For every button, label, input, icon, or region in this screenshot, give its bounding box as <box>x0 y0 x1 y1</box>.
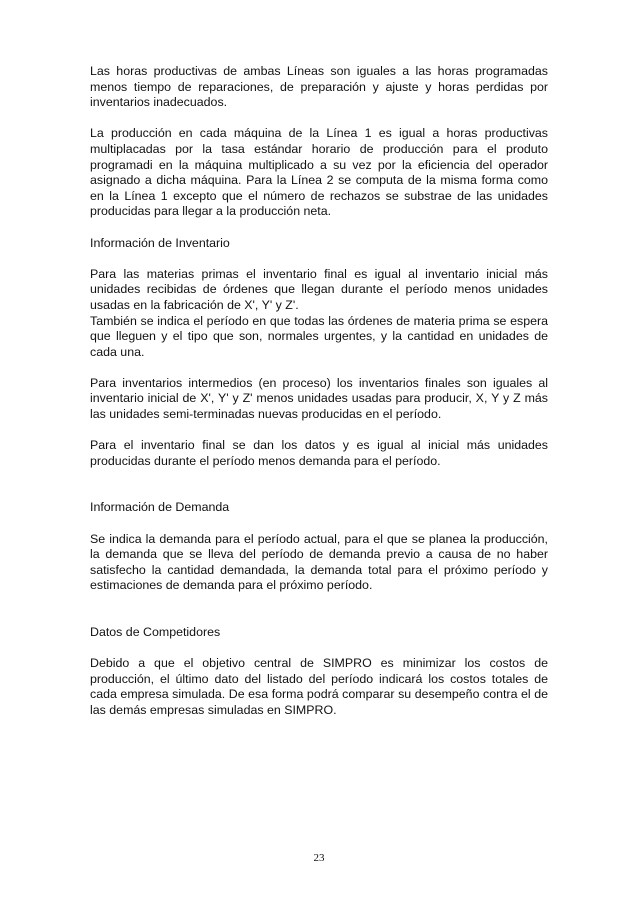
paragraph-inventario-final: Para el inventario final se dan los datos y es igual al inicial más unidades producidas durante el período menos demanda para el período. <box>90 438 548 468</box>
paragraph-ordenes-materia-prima: También se indica el período en que todas las órdenes de materia prima se espera que lleguen y el tipo que son, normales urgentes, y la cantidad en unidades de cada una. <box>90 313 548 359</box>
section-heading-inventario: Información de Inventario <box>90 235 230 250</box>
paragraph-horas-productivas: Las horas productivas de ambas Líneas son iguales a las horas programadas menos tiempo de reparaciones, de preparación y ajuste y horas perdidas por inventarios inadecuados. <box>90 64 548 110</box>
paragraph-materias-primas: Para las materias primas el inventario final es igual al inventario inicial más unidades recibidas de órdenes que llegan durante el período menos unidades usadas en la fabricación de X', Y' y Z'. <box>90 266 548 312</box>
section-heading-competidores: Datos de Competidores <box>90 625 221 639</box>
section-heading-demanda: Información de Demanda <box>90 500 230 515</box>
paragraph-inventarios-intermedios: Para inventarios intermedios (en proceso) los inventarios finales son iguales al inventario inicial de X', Y' y Z' menos unidades usadas para producir, X, Y y Z más las unidades semi-terminadas nuevas producidas en el período. <box>90 375 548 422</box>
page-number: 23 <box>313 852 325 864</box>
paragraph-produccion-maquina: La producción en cada máquina de la Línea 1 es igual a horas productivas multiplacadas por la tasa estándar horario de producción para el produto programadi en la máquina multiplicado a su vez por la eficiencia del operador asignado a dicha máquina. Para la Línea 2 se computa de la misma forma como en la Línea 1 excepto que el número de rechazos se substrae de las unidades producidas para llegar a la producción neta. <box>90 126 548 219</box>
paragraph-competidores: Debido a que el objetivo central de SIMPRO es minimizar los costos de producción, el último dato del listado del período indicará los costos totales de cada empresa simulada. De esa forma podrá comparar su desempeño contra el de las demás empresas simuladas en SIMPRO. <box>90 656 548 717</box>
paragraph-demanda: Se indica la demanda para el período actual, para el que se planea la producción, la demanda que se lleva del período de demanda previo a causa de no haber satisfecho la cantidad demandada, la demanda total para el próximo período y estimaciones de demanda para el próximo período. <box>90 531 548 593</box>
page-body <box>90 64 548 719</box>
